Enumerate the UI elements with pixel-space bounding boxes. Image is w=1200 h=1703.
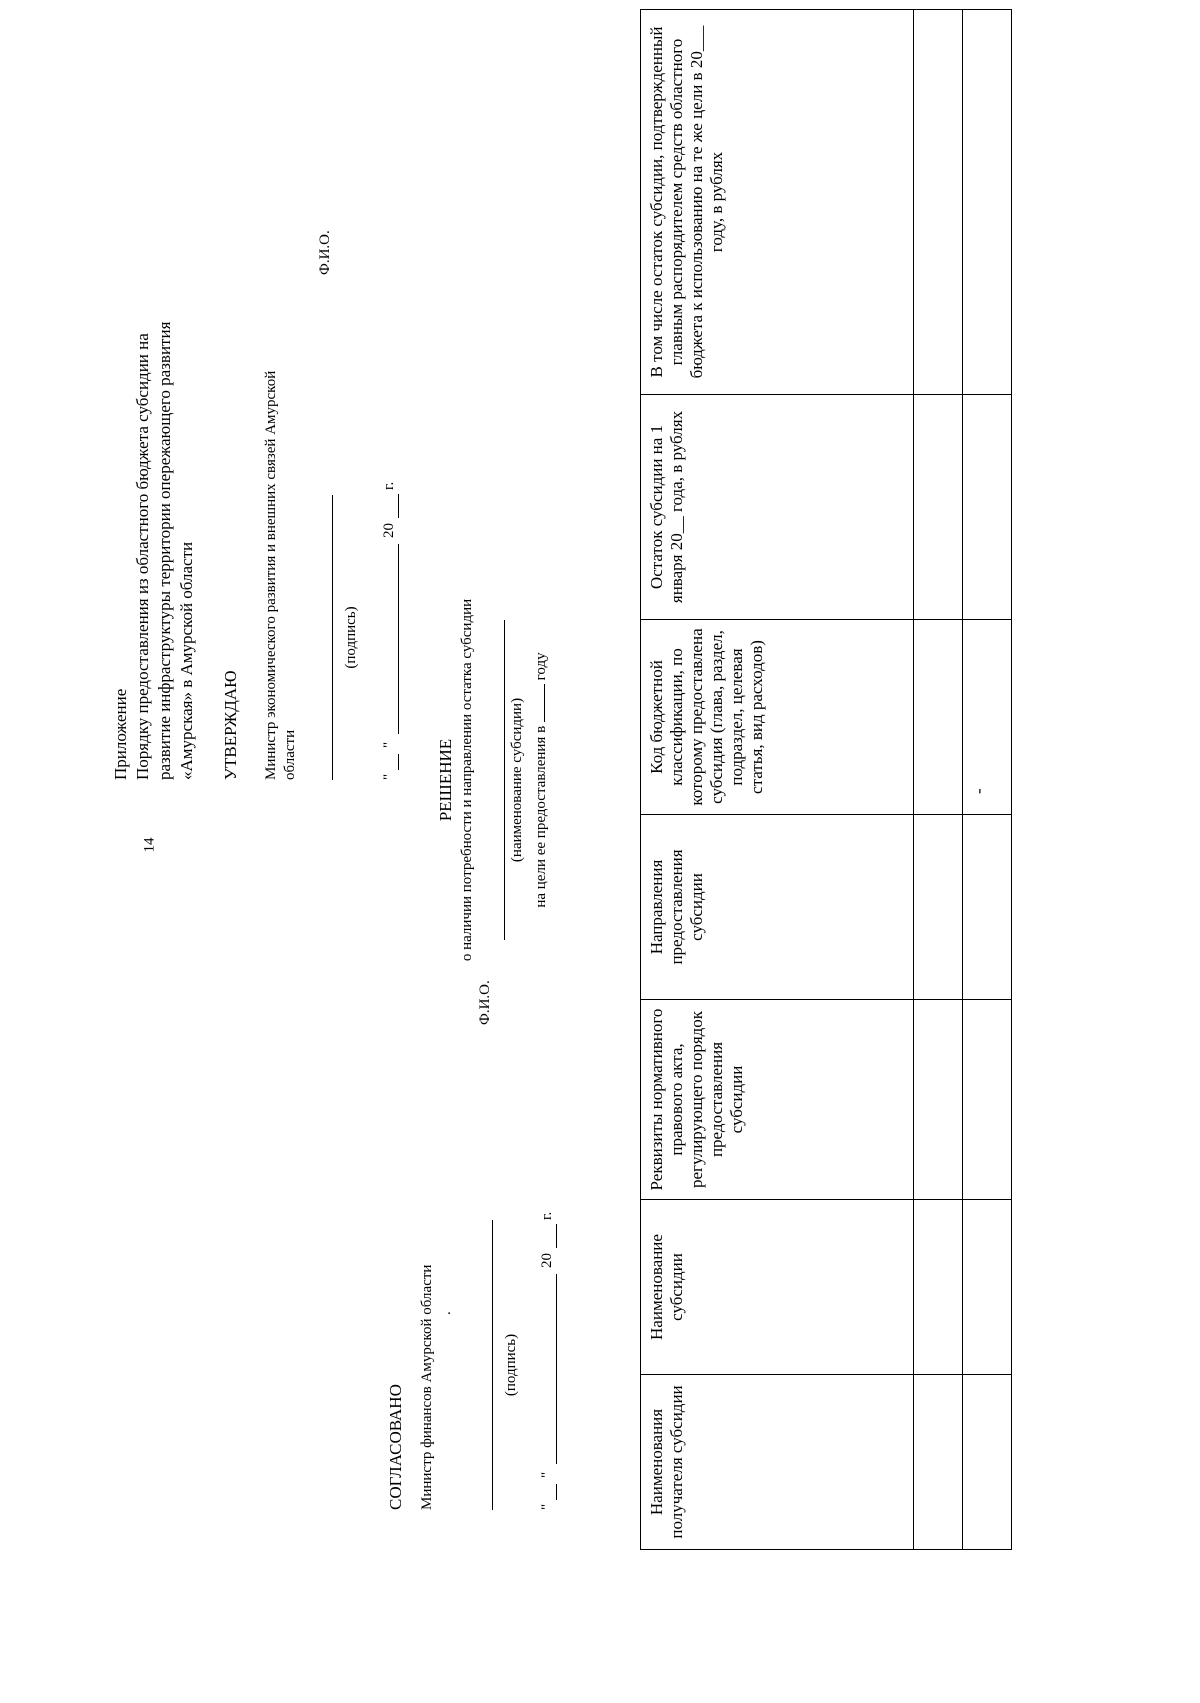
approve-year-suffix: г. — [381, 481, 397, 490]
subsidy-name-caption: (наименование субсидии) — [509, 697, 525, 863]
agreed-month-line — [556, 1274, 557, 1464]
purpose-year-line — [530, 684, 545, 722]
purpose-suffix: году — [533, 652, 549, 681]
header-budget-code: Код бюджетной классификации, по которому предоставлена субсидия (глава, раздел, подраздел, целевая статья, вид расходов) — [641, 620, 914, 815]
purpose-prefix: на цели ее предоставления в — [533, 725, 549, 908]
table-row — [914, 10, 963, 1550]
table-cell[interactable] — [963, 10, 1012, 395]
agreed-signature-caption: (подпись) — [503, 1333, 519, 1397]
appendix-block — [110, 20, 198, 780]
approve-signature-caption: (подпись) — [343, 606, 359, 669]
table-cell[interactable] — [914, 395, 963, 620]
decision-title: РЕШЕНИЕ — [436, 738, 455, 822]
approve-month-line — [398, 544, 399, 734]
agreed-year-line — [556, 1224, 557, 1248]
table-cell[interactable] — [963, 1375, 1012, 1550]
subsidy-name-line — [504, 620, 505, 940]
agreed-year-suffix: г. — [539, 1211, 555, 1220]
approve-date — [380, 450, 402, 780]
agreed-fio: Ф.И.О. — [477, 980, 493, 1025]
header-legal-act: Реквизиты нормативного правового акта, регулирующего порядок предоставления субсидии — [641, 1000, 914, 1200]
table-header-row — [641, 10, 914, 1550]
table-cell[interactable] — [914, 1375, 963, 1550]
table-cell[interactable] — [963, 1000, 1012, 1200]
header-confirmed-balance: В том числе остаток субсидии, подтвержденный главным распорядителем средств областного бюджета к использованию на те же цели в 20___ году, в рублях — [641, 10, 914, 395]
table-row — [963, 10, 1012, 1550]
appendix-line-2: развитие инфраструктуры территории опережающего развития — [155, 321, 174, 780]
rotated-form — [80, 10, 988, 1550]
approve-date-quote-open: " — [381, 773, 397, 780]
approve-signature-line — [332, 495, 333, 780]
header-directions: Направления предоставления субсидии — [641, 815, 914, 1000]
table-cell[interactable] — [963, 395, 1012, 620]
header-subsidy-name: Наименование субсидии — [641, 1200, 914, 1375]
agreed-day-line — [556, 1484, 557, 1500]
header-recipient-name: Наименования получателя субсидии — [641, 1375, 914, 1550]
table-cell[interactable] — [963, 815, 1012, 1000]
header-balance: Остаток субсидии на 1 января 20__ года, в рублях — [641, 395, 914, 620]
approve-year-prefix: 20 — [381, 523, 397, 538]
appendix-title: Приложение — [111, 688, 130, 780]
approve-role — [262, 20, 300, 780]
table-cell[interactable] — [914, 1200, 963, 1375]
table-cell[interactable]: - — [963, 620, 1012, 815]
table-cell[interactable] — [914, 1000, 963, 1200]
table-cell[interactable] — [963, 1200, 1012, 1375]
agreed-date-quote-open: " — [539, 1503, 555, 1510]
table-cell[interactable] — [914, 815, 963, 1000]
approve-fio: Ф.И.О. — [317, 230, 333, 275]
appendix-line-1: Порядку предоставления из областного бюджета субсидии на — [133, 333, 152, 780]
agreed-role-line-1: Министр финансов Амурской области — [419, 1264, 435, 1510]
table-cell[interactable] — [914, 10, 963, 395]
table-cell[interactable] — [914, 620, 963, 815]
approve-heading: УТВЕРЖДАЮ — [221, 670, 240, 780]
agreed-date-quote-close: " — [539, 1471, 555, 1478]
approve-date-quote-close: " — [381, 741, 397, 748]
page-number: 14 — [141, 837, 158, 853]
approve-day-line — [398, 754, 399, 770]
decision-purpose — [530, 480, 550, 1080]
decision-subtitle: о наличии потребности и направлении остатка субсидии — [459, 598, 475, 962]
agreed-signature-line — [492, 1220, 493, 1510]
approve-role-line-1: Министр экономического развития и внешних связей Амурской — [263, 370, 279, 780]
agreed-date — [538, 1180, 560, 1510]
appendix-line-3: «Амурская» в Амурской области — [177, 541, 196, 780]
agreed-role-line-2: . — [438, 1311, 454, 1315]
agreed-year-prefix: 20 — [539, 1253, 555, 1268]
approve-year-line — [398, 494, 399, 518]
subsidy-balance-table — [640, 9, 1012, 1550]
approve-role-line-2: области — [282, 729, 298, 780]
agreed-heading: СОГЛАСОВАНО — [386, 1384, 405, 1510]
